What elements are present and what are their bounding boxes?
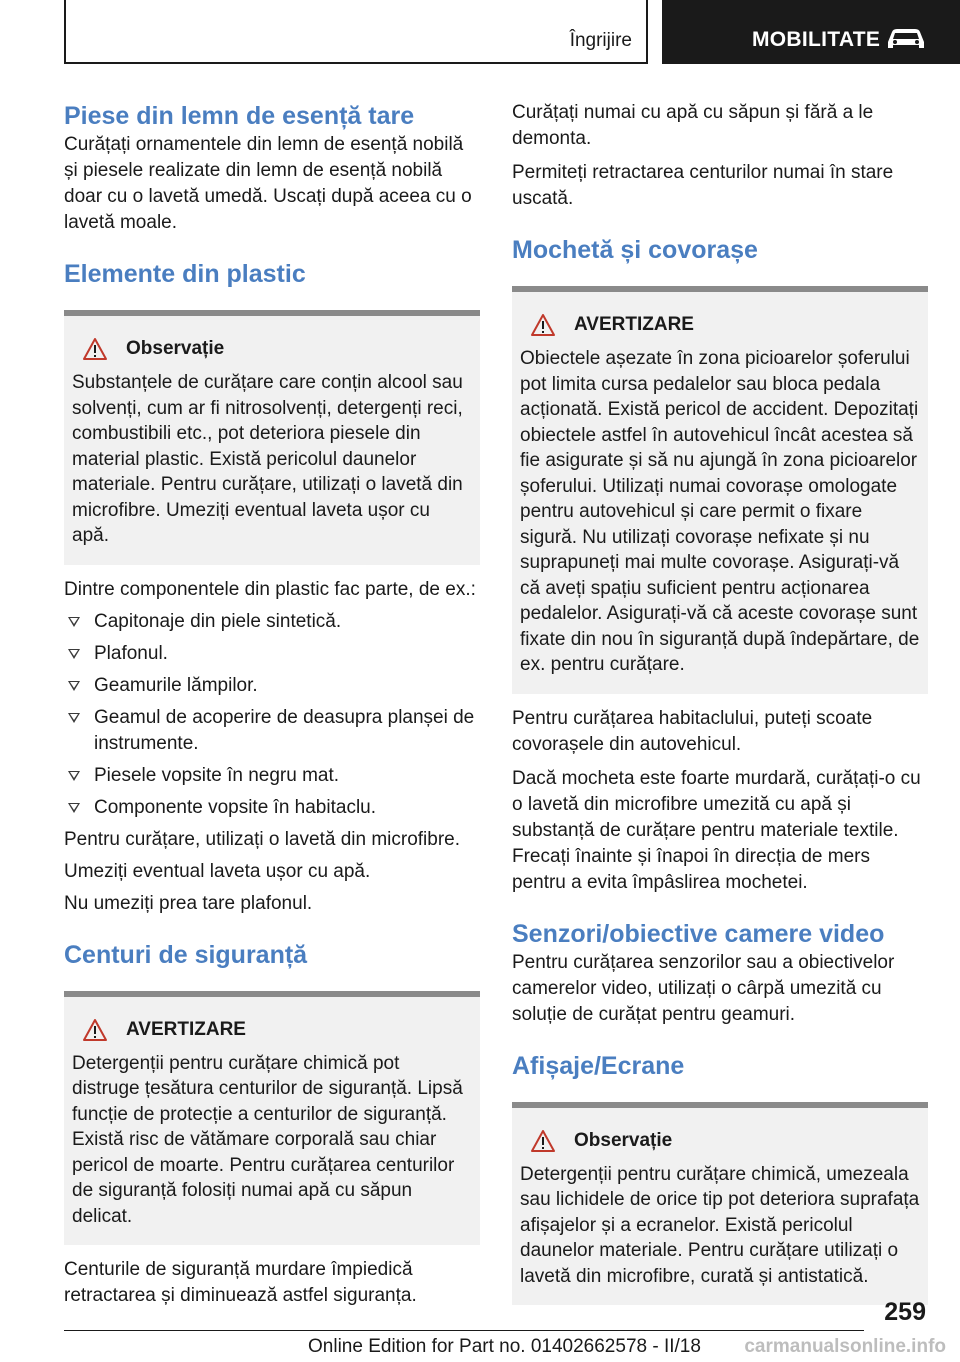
- header-section-title: Îngrijire: [569, 30, 632, 51]
- header-frame: [64, 0, 648, 64]
- bullet-triangle-icon: [68, 771, 80, 781]
- plastic-heading: Elemente din plastic: [64, 260, 306, 288]
- bullet-triangle-icon: [68, 649, 80, 659]
- list-item: Geamul de acoperire de deasupra planșei de instrumente.: [64, 705, 480, 757]
- carpet-warning-box: [512, 286, 928, 694]
- bullet-triangle-icon: [68, 803, 80, 813]
- carpet-warning-title: AVERTIZARE: [574, 314, 694, 335]
- plastic-note-box: [64, 310, 480, 565]
- list-item: Componente vopsite în habitaclu.: [64, 795, 480, 821]
- displays-note-title: Observație: [574, 1129, 673, 1151]
- warning-triangle-icon: [82, 337, 108, 361]
- plastic-intro: Dintre componentele din plastic fac parte, de ex.:: [64, 578, 476, 600]
- list-item: Plafonul.: [64, 641, 480, 667]
- list-item: Geamurile lămpilor.: [64, 673, 480, 699]
- plastic-after-1: Pentru curățare, utilizați o lavetă din microfibre.: [64, 828, 461, 850]
- watermark: carmanualsonline.info: [744, 1336, 946, 1357]
- plastic-after-3: Nu umeziți prea tare plafonul.: [64, 892, 313, 914]
- wood-text: Curățați ornamentele din lemn de esență nobilă și piesele realizate din lemn de esență nobilă doar cu o lavetă umedă. Uscați după aceea cu o lavetă moale.: [64, 134, 472, 233]
- sensors-text: Pentru curățarea senzorilor sau a obiectivelor camerelor video, utilizați o cârpă umezită cu soluție de curățat pentru geamuri.: [512, 951, 895, 1025]
- car-icon: [884, 26, 928, 52]
- wood-heading: Piese din lemn de esență tare: [64, 102, 415, 130]
- plastic-note-title: Observație: [126, 338, 225, 359]
- belts-heading: Centuri de siguranță: [64, 940, 308, 969]
- footer-edition: Online Edition for Part no. 01402662578 - II/18: [308, 1336, 701, 1357]
- right-column: [512, 100, 928, 1305]
- belts-warning-box: [64, 991, 480, 1246]
- carpet-text-1: Pentru curățarea habitaclului, puteți scoate covorașele din autovehicul.: [512, 707, 873, 755]
- left-column: [64, 100, 480, 1309]
- warning-triangle-icon: [530, 313, 556, 337]
- belts-continued-2: Permiteți retractarea centurilor numai în stare uscată.: [512, 162, 894, 209]
- plastic-list: [64, 609, 480, 821]
- list-item: Capitonaje din piele sintetică.: [64, 609, 480, 635]
- carpet-warning-text: Obiectele așezate în zona picioarelor șoferului pot limita cursa pedalelor sau bloca pedala acționată. Există pericol de accident. Depozitați obiectele astfel în autovehicul încât acestea să fie asigurate și să nu ajungă în zona picioarelor șoferului. Utilizați numai covorașe omologate pentru autovehicul și care permit o fixare sigură. Nu utilizați covorașe nefixate și nu suprapuneți mai multe covorașe. Asigurați-vă că aveți spațiu suficient pentru acționarea pedalelor. Asigurați-vă că aceste covorașe sunt fixate din nou în siguranță după îndepărtare, de ex. pentru curățare.: [520, 348, 920, 675]
- carpet-heading: Mochetă și covorașe: [512, 236, 758, 264]
- belts-warning-text: Detergenții pentru curățare chimică pot distruge țesătura centurilor de siguranță. Lipsă funcție de protecție a centurilor de siguranță. Există risc de vătămare corporală sau chiar pericol de moarte. Pentru curățarea centurilor de siguranță folosiți numai apă cu săpun delicat.: [72, 1052, 463, 1227]
- header-chapter-tab: [662, 0, 960, 64]
- warning-triangle-icon: [82, 1018, 108, 1042]
- displays-note-box: [512, 1102, 928, 1306]
- plastic-after-2: Umeziți eventual laveta ușor cu apă.: [64, 860, 371, 882]
- carpet-text-2: Dacă mocheta este foarte murdară, curățați-o cu o lavetă din microfibre umezită cu apă și substanță de curățare pentru materiale textile. Frecați înainte și înapoi în direcția de mers pentru a evita împâslirea mochetei.: [512, 767, 921, 893]
- belts-warning-title: AVERTIZARE: [126, 1018, 246, 1040]
- bullet-triangle-icon: [68, 681, 80, 691]
- displays-heading: Afișaje/Ecrane: [512, 1051, 685, 1080]
- sensors-heading: Senzori/obiective camere video: [512, 919, 885, 948]
- belts-continued-1: Curățați numai cu apă cu săpun și fără a le demonta.: [512, 102, 874, 149]
- page-number: 259: [884, 1298, 926, 1326]
- warning-triangle-icon: [530, 1129, 556, 1153]
- bullet-triangle-icon: [68, 713, 80, 723]
- displays-note-text: Detergenții pentru curățare chimică, umezeala sau lichidele de orice tip pot deteriora suprafața afișajelor și a ecranelor. Există pericolul daunelor materiale. Pentru curățare utilizați o lavetă din microfibre, curată și antistatică.: [520, 1163, 920, 1287]
- plastic-note-text: Substanțele de curățare care conțin alcool sau solvenți, cum ar fi nitrosolvenți, detergenți reci, combustibili etc., pot deteriora piesele din material plastic. Există pericolul daunelor materiale. Pentru curățare, utilizați o lavetă din microfibre. Umeziți eventual laveta ușor cu apă.: [72, 372, 463, 546]
- list-item: Piesele vopsite în negru mat.: [64, 763, 480, 789]
- belts-text: Centurile de siguranță murdare împiedică retractarea și diminuează astfel siguranța.: [64, 1259, 417, 1306]
- header-chapter-label: MOBILITATE: [752, 28, 881, 51]
- bullet-triangle-icon: [68, 617, 80, 627]
- footer-rule: [64, 1330, 864, 1331]
